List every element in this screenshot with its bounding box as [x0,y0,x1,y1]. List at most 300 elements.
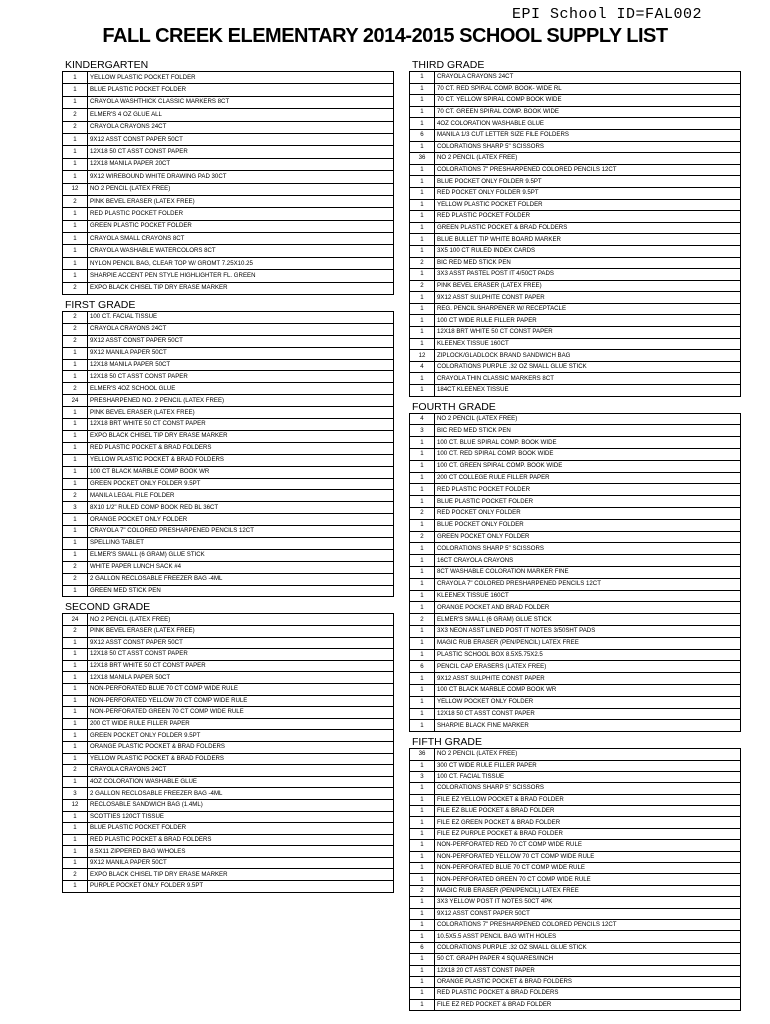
table-row [410,863,741,874]
table-row [410,976,741,987]
item-quantity: 1 [63,146,88,158]
item-quantity: 1 [410,976,435,987]
item-quantity: 1 [63,707,88,719]
item-description: ORANGE POCKET AND BRAD FOLDER [435,602,741,614]
item-description: NON-PERFORATED YELLOW 70 CT COMP WIDE RULE [88,695,394,707]
table-row [410,625,741,637]
item-quantity: 3 [410,425,435,437]
item-description: PINK BEVEL ERASER (LATEX FREE) [88,407,394,419]
item-quantity: 1 [63,208,88,220]
table-row [410,590,741,602]
table-row [63,220,394,232]
item-description: NO 2 PENCIL (LATEX FREE) [435,153,741,165]
item-description: SHARPIE BLACK FINE MARKER [435,720,741,732]
item-description: ZIPLOCK/GLADLOCK BRAND SANDWICH BAG [435,350,741,362]
table-row [410,449,741,461]
item-quantity: 1 [63,811,88,823]
table-row [63,454,394,466]
table-row [410,245,741,257]
table-row [63,407,394,419]
grade-section-third [409,59,741,397]
item-quantity: 2 [63,323,88,335]
item-quantity: 1 [63,730,88,742]
item-description: PLASTIC SCHOOL BOX 8.5X5.75X2.5 [435,649,741,661]
item-quantity: 1 [63,233,88,245]
school-id-label: EPI School ID=FAL002 [511,6,702,23]
item-quantity: 1 [410,897,435,908]
item-quantity: 4 [410,361,435,373]
item-description: 12X18 MANILA PAPER 50CT [88,359,394,371]
item-description: 200 CT WIDE RULE FILLER PAPER [88,718,394,730]
table-row [410,153,741,165]
item-description: PINK BEVEL ERASER (LATEX FREE) [88,195,394,207]
item-description: GREEN POCKET ONLY FOLDER 9.5PT [88,478,394,490]
item-quantity: 1 [410,315,435,327]
item-description: COLORATIONS SHARP 5" SCISSORS [435,543,741,555]
item-quantity: 2 [410,885,435,896]
item-description: EXPO BLACK CHISEL TIP DRY ERASE MARKER [88,282,394,294]
supply-table [62,311,394,597]
item-description: CRAYOLA 7" COLORED PRESHARPENED PENCILS 12CT [88,526,394,538]
left-column [62,59,394,897]
item-description: FILE EZ PURPLE POCKET & BRAD FOLDER [435,828,741,839]
item-quantity: 1 [410,578,435,590]
item-description: MAGIC RUB ERASER (PEN/PENCIL) LATEX FREE [435,885,741,896]
item-quantity: 1 [410,931,435,942]
table-row [63,442,394,454]
table-row [63,430,394,442]
item-description: 8CT WASHABLE COLORATION MARKER FINE [435,566,741,578]
item-description: NON-PERFORATED RED 70 CT COMP WIDE RULE [435,840,741,851]
table-row [63,637,394,649]
page-title: FALL CREEK ELEMENTARY 2014-2015 SCHOOL SUPPLY LIST [102,25,668,47]
item-description: MAGIC RUB ERASER (PEN/PENCIL) LATEX FREE [435,637,741,649]
item-description: 3X3 ASST PASTEL POST IT 4/50CT PADS [435,269,741,281]
item-quantity: 1 [410,783,435,794]
table-row [410,708,741,720]
item-description: COLORATIONS PURPLE .32 OZ SMALL GLUE STICK [435,942,741,953]
item-quantity: 1 [410,245,435,257]
item-description: REG. PENCIL SHARPENER W/ RECEPTACLE [435,303,741,315]
item-quantity: 2 [410,508,435,520]
item-quantity: 1 [410,649,435,661]
item-quantity: 1 [410,496,435,508]
supply-table [409,748,741,1011]
item-quantity: 2 [63,312,88,324]
item-description: RECLOSABLE SANDWICH BAG (1.4ML) [88,799,394,811]
item-quantity: 1 [63,466,88,478]
item-description: RED PLASTIC POCKET & BRAD FOLDERS [88,834,394,846]
table-row [410,828,741,839]
item-description: 10.5X5.5 ASST PENCIL BAG WITH HOLES [435,931,741,942]
item-description: RED POCKET ONLY FOLDER [435,508,741,520]
table-row [63,245,394,257]
grade-section-fifth [409,736,741,1011]
item-description: RED PLASTIC POCKET & BRAD FOLDERS [88,442,394,454]
item-description: 9X12 MANILA PAPER 50CT [88,347,394,359]
table-row [63,614,394,626]
supply-table [409,413,741,733]
item-quantity: 1 [410,684,435,696]
item-quantity: 1 [410,720,435,732]
item-description: YELLOW POCKET ONLY FOLDER [435,696,741,708]
table-row [63,561,394,573]
item-quantity: 1 [63,834,88,846]
table-row [63,660,394,672]
item-quantity: 1 [410,543,435,555]
item-description: CRAYOLA CRAYONS 24CT [88,121,394,133]
table-row [63,776,394,788]
item-description: RED POCKET ONLY FOLDER 9.5PT [435,187,741,199]
item-description: NYLON PENCIL BAG, CLEAR TOP W/ GROMT 7.25X10.25 [88,257,394,269]
table-row [410,602,741,614]
item-quantity: 1 [410,794,435,805]
table-row [410,496,741,508]
table-row [63,478,394,490]
item-quantity: 1 [410,106,435,118]
item-description: 12X18 BRT WHITE 50 CT CONST PAPER [88,660,394,672]
item-description: CRAYOLA WASHABLE WATERCOLORS 8CT [88,245,394,257]
item-quantity: 36 [410,749,435,760]
table-row [63,133,394,145]
grade-section-fourth [409,401,741,733]
item-description: YELLOW PLASTIC POCKET FOLDER [88,72,394,84]
table-row [410,129,741,141]
item-quantity: 2 [63,490,88,502]
item-description: 9X12 ASST SULPHITE CONST PAPER [435,673,741,685]
item-quantity: 1 [410,920,435,931]
table-row [63,514,394,526]
table-row [410,187,741,199]
item-quantity: 1 [410,828,435,839]
table-row [410,425,741,437]
grade-section-kindergarten [62,59,394,295]
table-row [63,383,394,395]
table-row [63,109,394,121]
grade-title: FOURTH GRADE [412,400,496,413]
table-row [410,954,741,965]
item-description: 300 CT WIDE RULE FILLER PAPER [435,760,741,771]
item-description: CRAYOLA CRAYONS 24CT [88,323,394,335]
item-quantity: 1 [63,514,88,526]
item-quantity: 1 [410,484,435,496]
table-row [410,519,741,531]
item-description: COLORATIONS PURPLE .32 OZ SMALL GLUE STICK [435,361,741,373]
item-quantity: 1 [63,846,88,858]
item-description: CRAYOLA CRAYONS 24CT [435,72,741,84]
item-description: 9X12 ASST CONST PAPER 50CT [88,335,394,347]
item-description: 100 CT. FACIAL TISSUE [88,312,394,324]
table-row [410,280,741,292]
table-row [63,823,394,835]
grade-title: FIRST GRADE [65,299,136,312]
table-row [63,84,394,96]
grade-title: THIRD GRADE [412,59,485,71]
table-row [63,233,394,245]
item-description: NO 2 PENCIL (LATEX FREE) [435,749,741,760]
item-quantity: 1 [63,84,88,96]
item-quantity: 3 [410,771,435,782]
item-quantity: 2 [410,257,435,269]
table-row [410,531,741,543]
item-description: MANILA 1/3 CUT LETTER SIZE FILE FOLDERS [435,129,741,141]
item-description: ELMER'S SMALL (6 GRAM) GLUE STICK [435,614,741,626]
item-description: 100 CT. RED SPIRAL COMP. BOOK WIDE [435,449,741,461]
table-row [63,146,394,158]
item-quantity: 1 [63,549,88,561]
item-quantity: 1 [410,460,435,472]
item-quantity: 24 [63,614,88,626]
item-description: 3X3 YELLOW POST IT NOTES 50CT 4PK [435,897,741,908]
table-row [410,338,741,350]
item-description: COLORATIONS SHARP 5" SCISSORS [435,141,741,153]
item-quantity: 1 [63,72,88,84]
item-quantity: 2 [63,765,88,777]
item-description: KLEENEX TISSUE 160CT [435,590,741,602]
item-quantity: 1 [410,292,435,304]
item-description: ORANGE POCKET ONLY FOLDER [88,514,394,526]
item-quantity: 3 [63,788,88,800]
item-description: NON-PERFORATED GREEN 70 CT COMP WIDE RULE [88,707,394,719]
table-row [63,799,394,811]
table-row [410,614,741,626]
item-description: 12X18 MANILA PAPER 50CT [88,672,394,684]
item-quantity: 1 [410,851,435,862]
item-quantity: 1 [410,338,435,350]
item-quantity: 1 [410,72,435,84]
right-column [409,59,741,1015]
table-row [410,920,741,931]
item-quantity: 1 [63,158,88,170]
table-row [63,765,394,777]
item-quantity: 1 [410,817,435,828]
item-description: ELMER'S 4OZ SCHOOL GLUE [88,383,394,395]
item-quantity: 2 [63,282,88,294]
item-description: GREEN PLASTIC POCKET FOLDER [88,220,394,232]
item-quantity: 1 [410,908,435,919]
item-description: BLUE PLASTIC POCKET FOLDER [435,496,741,508]
item-quantity: 1 [410,199,435,211]
item-description: CRAYOLA CRAYONS 24CT [88,765,394,777]
table-row [63,371,394,383]
item-quantity: 1 [410,673,435,685]
item-quantity: 1 [410,954,435,965]
table-row [410,783,741,794]
item-quantity: 1 [63,585,88,597]
item-description: 100 CT. GREEN SPIRAL COMP. BOOK WIDE [435,460,741,472]
item-quantity: 1 [63,359,88,371]
table-row [63,811,394,823]
item-description: 100 CT WIDE RULE FILLER PAPER [435,315,741,327]
item-description: BLUE PLASTIC POCKET FOLDER [88,84,394,96]
table-row [63,171,394,183]
item-description: 100 CT BLACK MARBLE COMP BOOK WR [88,466,394,478]
item-quantity: 1 [63,347,88,359]
item-quantity: 1 [410,519,435,531]
item-description: GREEN POCKET ONLY FOLDER 9.5PT [88,730,394,742]
item-quantity: 2 [63,561,88,573]
table-row [410,720,741,732]
table-row [63,359,394,371]
item-description: ORANGE PLASTIC POCKET & BRAD FOLDERS [435,976,741,987]
item-description: NO 2 PENCIL (LATEX FREE) [435,413,741,425]
item-description: FILE EZ YELLOW POCKET & BRAD FOLDER [435,794,741,805]
table-row [410,222,741,234]
item-quantity: 1 [63,753,88,765]
table-row [63,335,394,347]
item-description: 4OZ COLORATION WASHABLE GLUE [435,118,741,130]
item-quantity: 1 [63,741,88,753]
table-row [410,942,741,953]
table-row [63,707,394,719]
item-quantity: 1 [63,371,88,383]
item-quantity: 2 [63,195,88,207]
item-description: RED PLASTIC POCKET FOLDER [435,211,741,223]
item-quantity: 1 [63,478,88,490]
item-description: NON-PERFORATED YELLOW 70 CT COMP WIDE RULE [435,851,741,862]
item-description: YELLOW PLASTIC POCKET FOLDER [435,199,741,211]
item-quantity: 1 [410,327,435,339]
item-description: 12X18 50 CT ASST CONST PAPER [435,708,741,720]
item-quantity: 1 [410,566,435,578]
table-row [63,323,394,335]
item-quantity: 1 [63,257,88,269]
table-row [410,578,741,590]
item-description: SPELLING TABLET [88,537,394,549]
table-row [63,537,394,549]
table-row [410,385,741,397]
table-row [410,176,741,188]
table-row [410,234,741,246]
table-row [63,857,394,869]
item-quantity: 1 [410,118,435,130]
item-description: 70 CT. YELLOW SPIRAL COMP BOOK WIDE [435,95,741,107]
table-row [410,840,741,851]
item-quantity: 1 [410,164,435,176]
table-row [63,585,394,597]
supply-table [62,71,394,295]
item-quantity: 2 [63,383,88,395]
table-row [63,312,394,324]
item-quantity: 1 [63,881,88,893]
item-quantity: 1 [410,141,435,153]
item-description: NO 2 PENCIL (LATEX FREE) [88,614,394,626]
item-description: MANILA LEGAL FILE FOLDER [88,490,394,502]
table-row [63,881,394,893]
item-description: 70 CT. RED SPIRAL COMP. BOOK- WIDE RL [435,83,741,95]
table-row [410,303,741,315]
table-row [410,806,741,817]
item-description: 50 CT. GRAPH PAPER 4 SQUARES/INCH [435,954,741,965]
item-description: 2 GALLON RECLOSABLE FREEZER BAG -4ML [88,788,394,800]
table-row [410,771,741,782]
item-quantity: 1 [410,840,435,851]
table-row [63,395,394,407]
item-description: YELLOW PLASTIC POCKET & BRAD FOLDERS [88,753,394,765]
item-description: 4OZ COLORATION WASHABLE GLUE [88,776,394,788]
grade-title: SECOND GRADE [65,601,151,614]
item-description: RED PLASTIC POCKET FOLDER [88,208,394,220]
grade-section-second [62,601,394,892]
table-row [410,637,741,649]
item-quantity: 1 [410,176,435,188]
item-description: RED PLASTIC POCKET & BRAD FOLDERS [435,988,741,999]
item-description: SHARPIE ACCENT PEN STYLE HIGHLIGHTER FL. GREEN [88,270,394,282]
table-row [63,788,394,800]
table-row [63,730,394,742]
item-description: EXPO BLACK CHISEL TIP DRY ERASE MARKER [88,430,394,442]
table-row [63,282,394,294]
table-row [410,164,741,176]
table-row [410,327,741,339]
item-quantity: 1 [410,590,435,602]
item-description: PENCIL CAP ERASERS (LATEX FREE) [435,661,741,673]
table-row [410,106,741,118]
item-quantity: 1 [410,303,435,315]
item-description: 100 CT. FACIAL TISSUE [435,771,741,782]
item-quantity: 2 [410,614,435,626]
item-quantity: 1 [410,234,435,246]
item-quantity: 1 [63,649,88,661]
item-quantity: 1 [63,683,88,695]
item-quantity: 1 [410,696,435,708]
table-row [410,965,741,976]
table-row [410,508,741,520]
table-row [410,95,741,107]
item-description: BIC RED MED STICK PEN [435,257,741,269]
item-description: YELLOW PLASTIC POCKET & BRAD FOLDERS [88,454,394,466]
table-row [410,118,741,130]
table-row [410,72,741,84]
table-row [410,760,741,771]
item-description: 184CT KLEENEX TISSUE [435,385,741,397]
table-row [63,270,394,282]
item-description: 100 CT BLACK MARBLE COMP BOOK WR [435,684,741,696]
item-quantity: 1 [63,270,88,282]
item-quantity: 24 [63,395,88,407]
table-row [410,673,741,685]
supply-table [409,71,741,397]
table-row [410,851,741,862]
table-row [410,649,741,661]
table-row [410,269,741,281]
item-quantity: 1 [410,988,435,999]
item-quantity: 2 [63,109,88,121]
item-quantity: 1 [410,708,435,720]
item-description: 8.5X11 ZIPPERED BAG W/HOLES [88,846,394,858]
item-quantity: 1 [410,999,435,1010]
item-quantity: 1 [410,373,435,385]
table-row [410,472,741,484]
item-description: 200 CT COLLEGE RULE FILLER PAPER [435,472,741,484]
item-quantity: 1 [63,171,88,183]
item-description: ELMER'S 4 OZ GLUE ALL [88,109,394,121]
item-quantity: 1 [63,857,88,869]
table-row [63,347,394,359]
table-row [410,257,741,269]
item-description: 16CT CRAYOLA CRAYONS [435,555,741,567]
item-description: BLUE PLASTIC POCKET FOLDER [88,823,394,835]
table-row [63,183,394,195]
item-description: BLUE POCKET ONLY FOLDER [435,519,741,531]
item-description: 9X12 ASST CONST PAPER 50CT [88,133,394,145]
item-quantity: 1 [410,863,435,874]
table-row [410,897,741,908]
item-description: 12X18 50 CT ASST CONST PAPER [88,146,394,158]
item-description: 12X18 BRT WHITE 50 CT CONST PAPER [435,327,741,339]
item-quantity: 3 [63,502,88,514]
table-row [63,649,394,661]
